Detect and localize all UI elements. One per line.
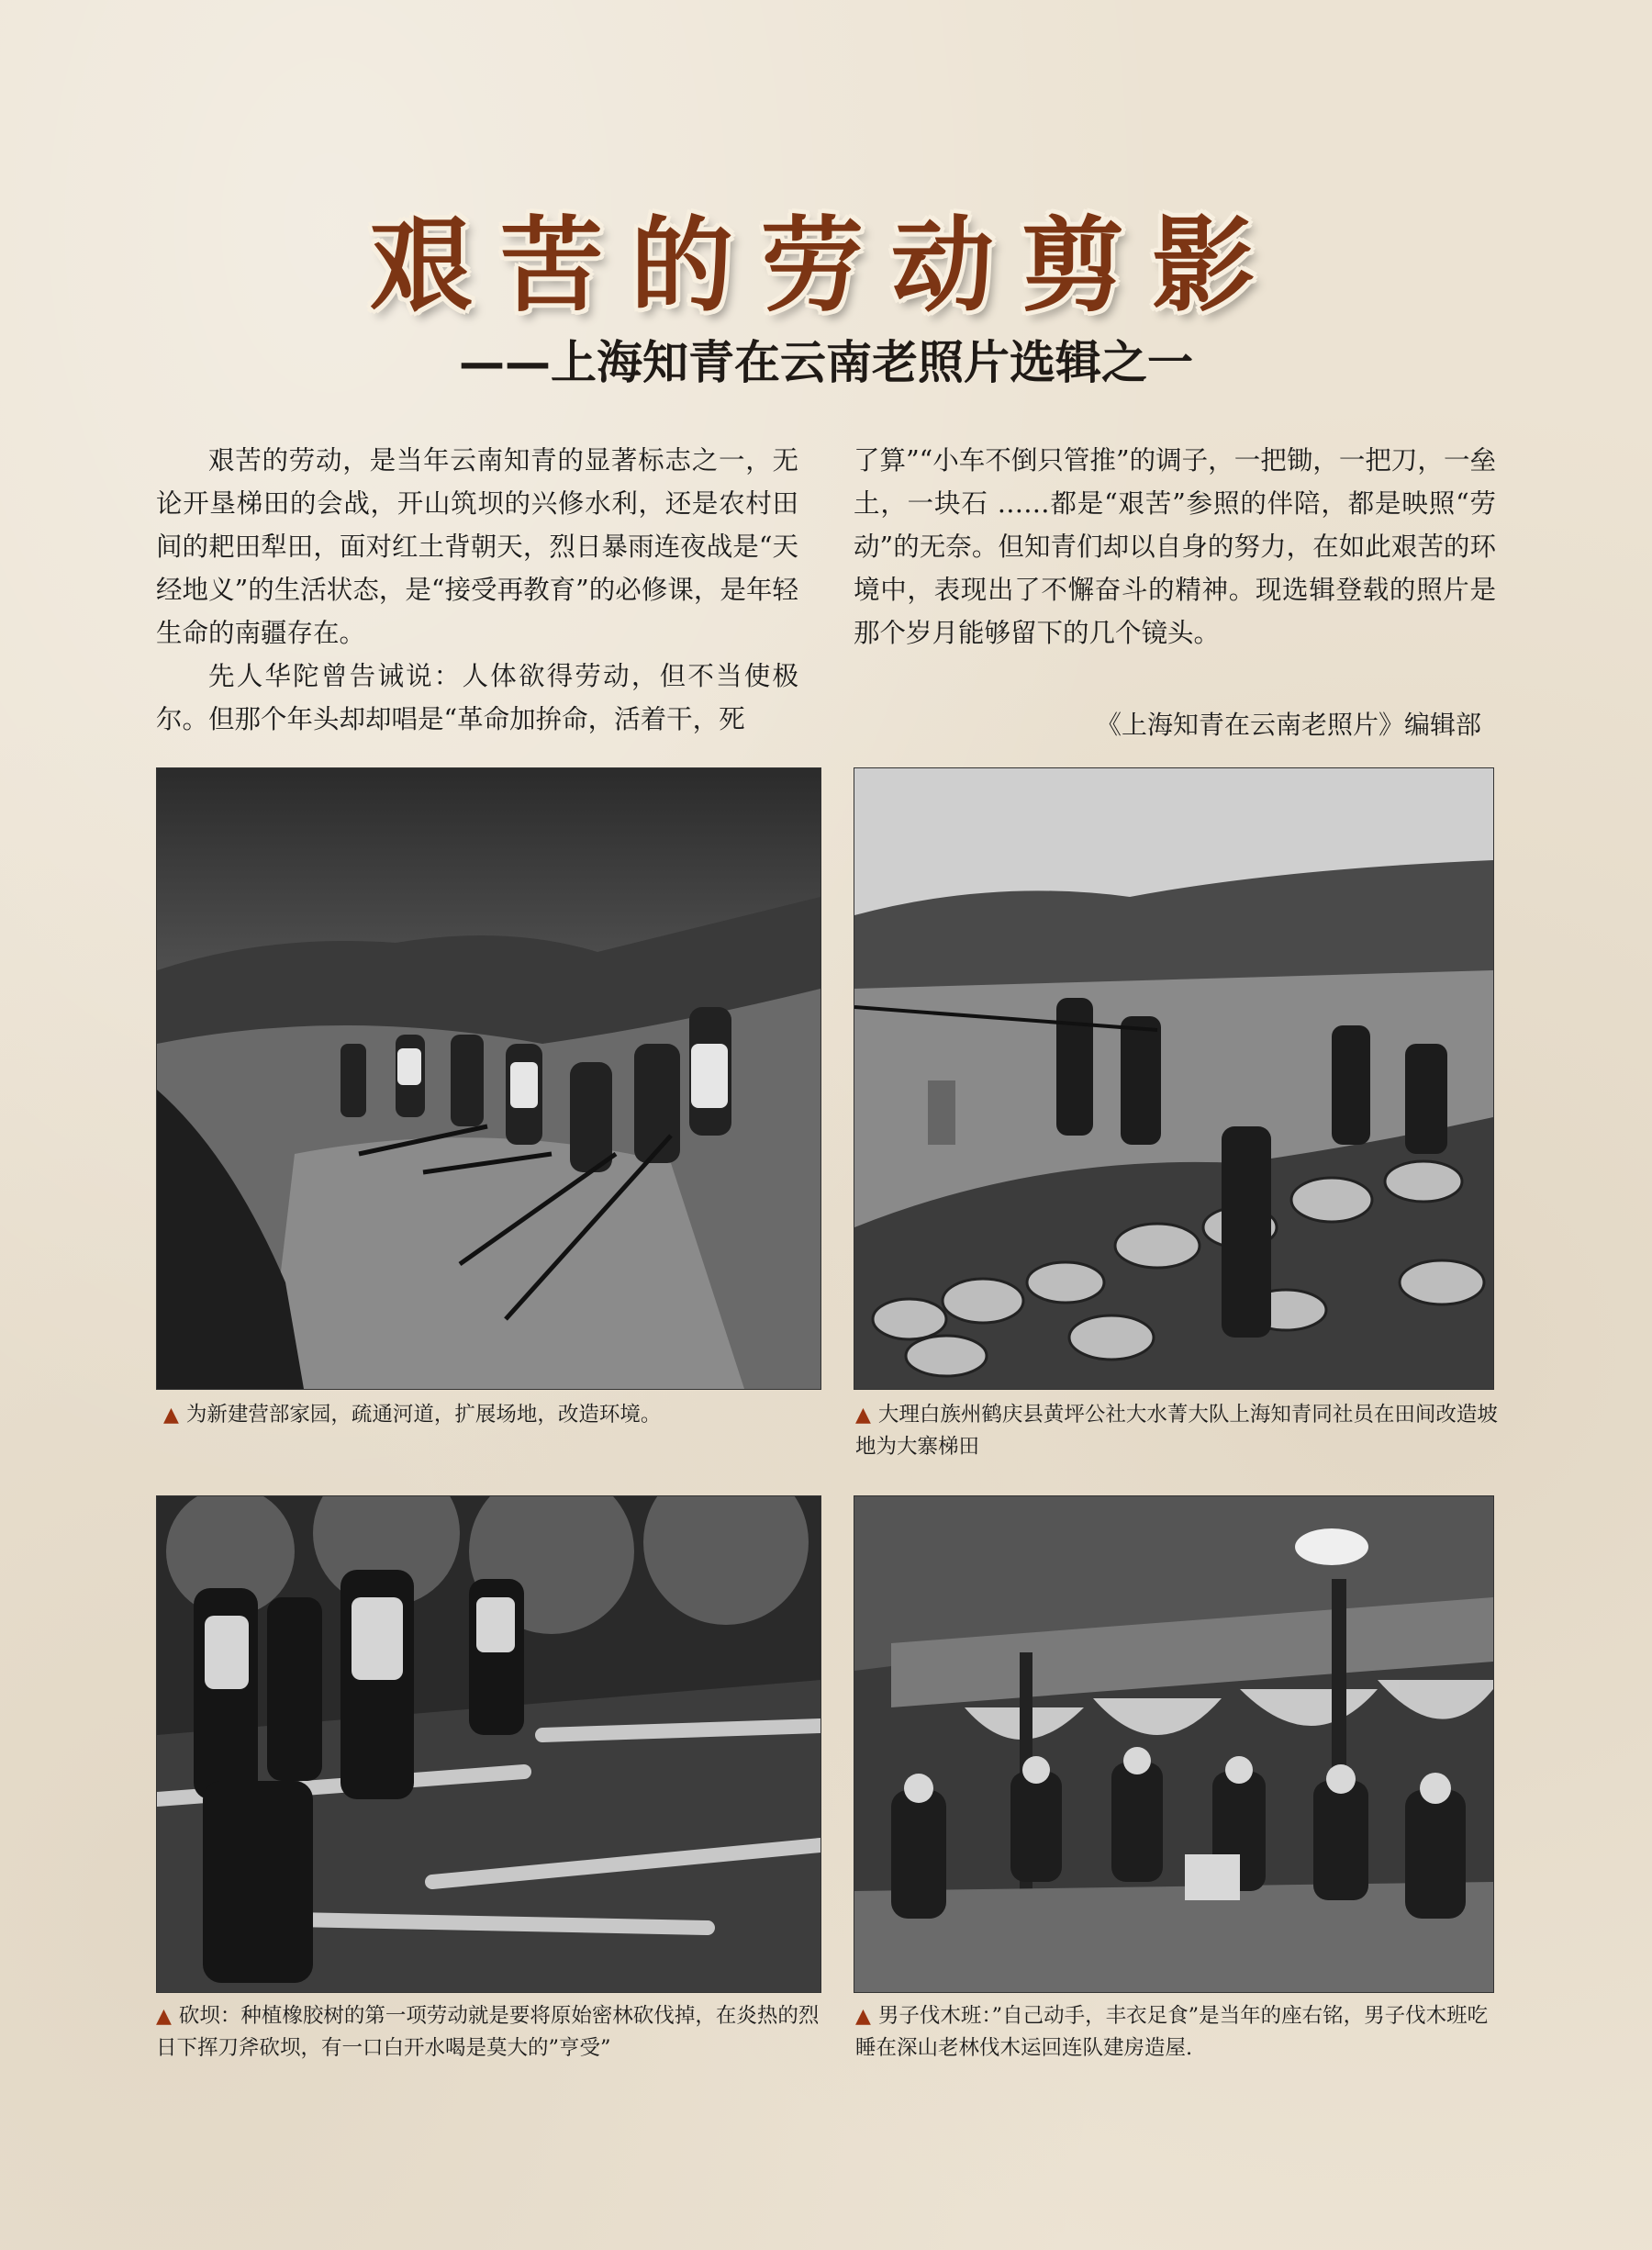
caption-triangle-icon: ▲: [156, 2005, 172, 2028]
page-subtitle: ——上海知青在云南老照片选辑之一: [459, 336, 1193, 389]
photo-caption-2: ▲ 大理白族州鹤庆县黄坪公社大水菁大队上海知青同社员在田间改造坡地为大寨梯田: [855, 1403, 1498, 1459]
editor-signature: 《上海知青在云南老照片》编辑部: [1095, 710, 1481, 740]
caption-triangle-icon: ▲: [163, 1404, 179, 1427]
photo-forest-clearing: [156, 1495, 821, 1993]
caption-triangle-icon: ▲: [855, 2005, 871, 2028]
intro-paragraph-3: 了算”“小车不倒只管推”的调子，一把锄，一把刀，一垒土，一块石 ……都是“艰苦”参照的伴陪，都是映照“劳动”的无奈。但知青们却以自身的努力，在如此艰苦的环境中，表现出了不懈奋斗的精神。现选辑登载的照片是那个岁月能够留下的几个镜头。: [854, 445, 1496, 648]
photo-logging-team-camp: [854, 1495, 1494, 1993]
photo-stone-terraces: [854, 767, 1494, 1390]
intro-paragraph-1: 艰苦的劳动，是当年云南知青的显著标志之一，无论开垦梯田的会战，开山筑坝的兴修水利，还是农村田间的耙田犁田，面对红土背朝天，烈日暴雨连夜战是“天经地义”的生活状态，是“接受再教育”的必修课，是年轻生命的南疆存在。: [156, 445, 798, 648]
photo-caption-4: ▲ 男子伐木班：”自己动手，丰衣足食”是当年的座右铭，男子伐木班吃睡在深山老林伐木运回连队建房造屋.: [855, 2004, 1489, 2060]
page-title: 艰苦的劳动剪影: [370, 207, 1282, 326]
intro-paragraph-2: 先人华陀曾告诫说：人体欲得劳动，但不当使极尔。但那个年头却却唱是“革命加拚命，活着干，死: [156, 661, 798, 734]
intro-left-column: [156, 439, 798, 741]
intro-right-column: [854, 439, 1496, 655]
photo-caption-1: ▲ 为新建营部家园，疏通河道，扩展场地，改造环境。: [163, 1403, 662, 1427]
photo-caption-3: ▲ 砍坝：种植橡胶树的第一项劳动就是要将原始密林砍伐掉，在炎热的烈日下挥刀斧砍坝，有一口白开水喝是莫大的”亨受”: [156, 2004, 820, 2060]
caption-triangle-icon: ▲: [855, 1404, 871, 1427]
photo-river-dredging: [156, 767, 821, 1390]
